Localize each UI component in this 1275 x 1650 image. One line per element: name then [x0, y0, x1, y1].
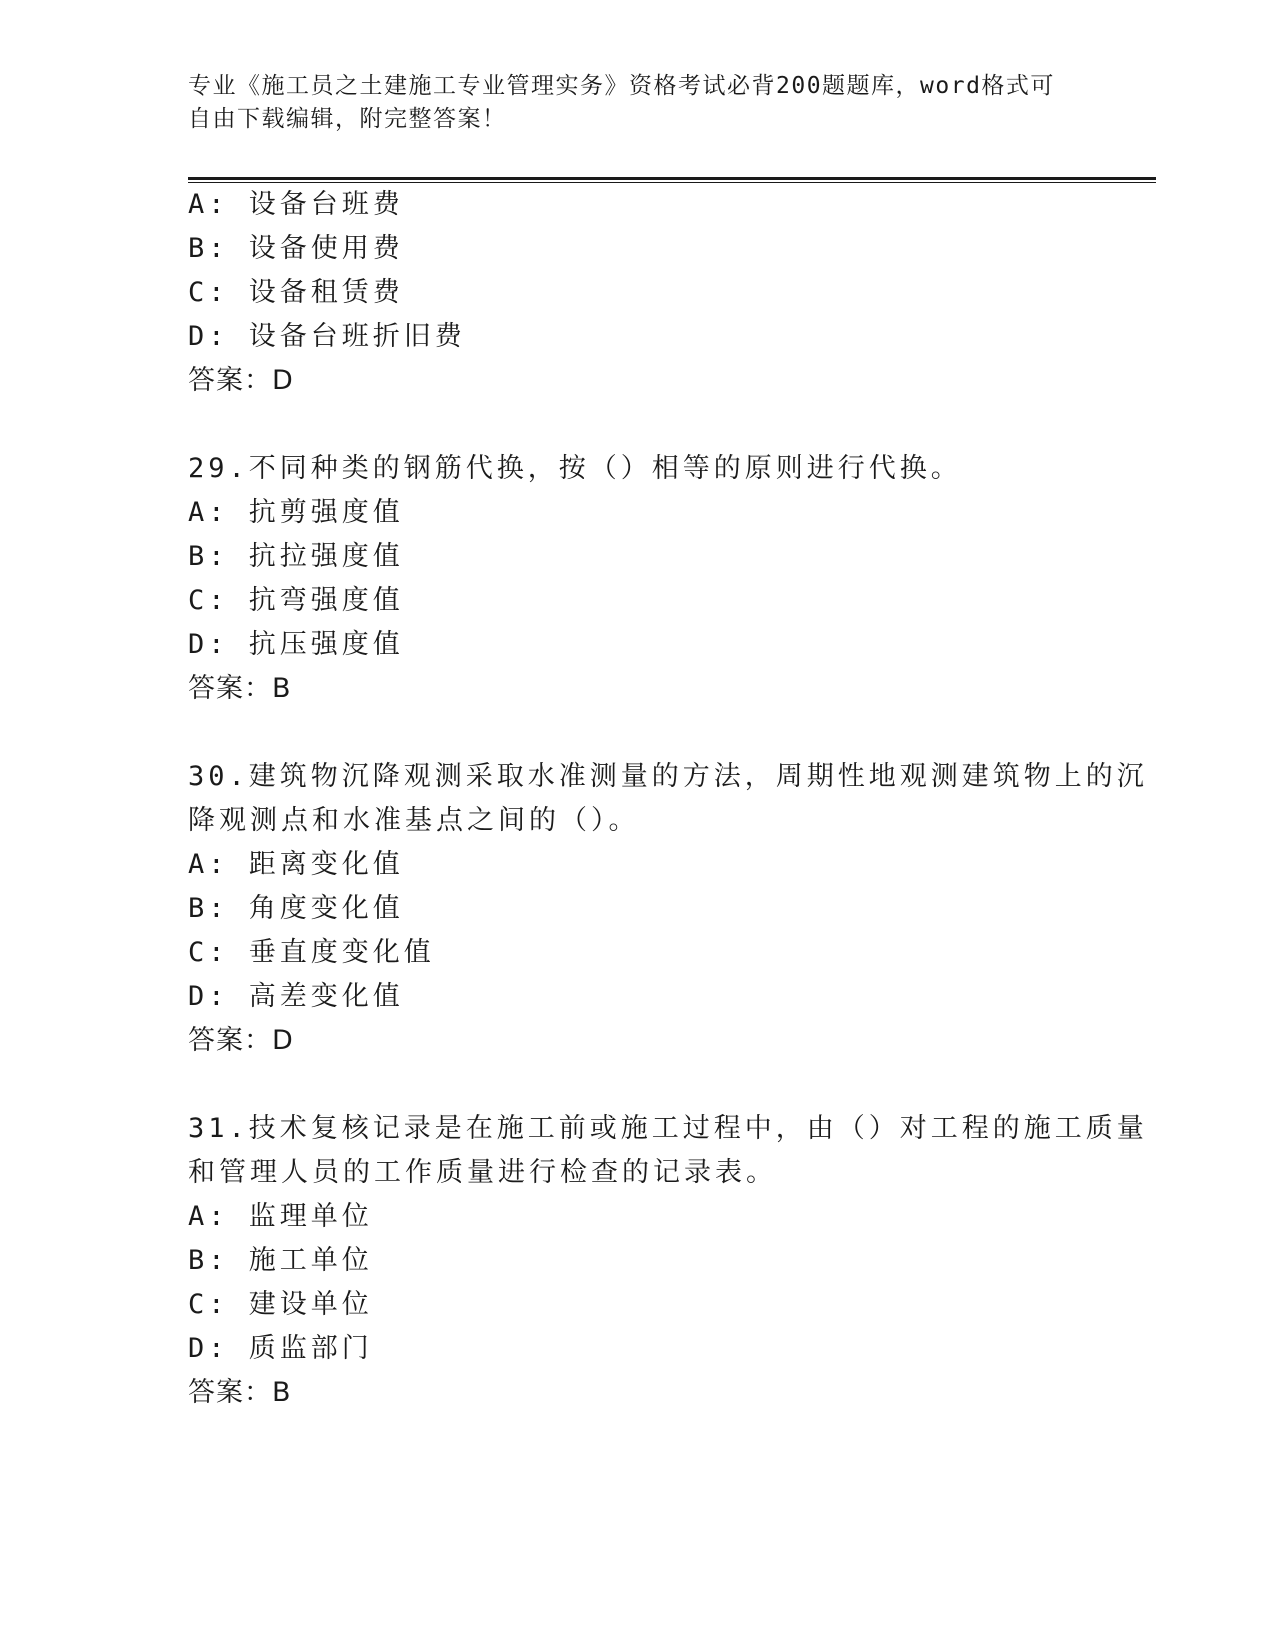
q30-option-b: B: 角度变化值: [188, 893, 404, 924]
header-line-2: 自由下载编辑，附完整答案！: [188, 106, 507, 132]
q31-question-line-1: 31.技术复核记录是在施工前或施工过程中，由（）对工程的施工质量: [188, 1113, 1148, 1144]
q31-option-d: D: 质监部门: [188, 1333, 373, 1364]
q30-question-line-2: 降观测点和水准基点之间的（）。: [188, 805, 640, 836]
q28-option-c: C: 设备租赁费: [188, 277, 404, 308]
q31-answer: 答案：B: [188, 1377, 292, 1408]
header-divider-thin: [188, 182, 1156, 183]
q30-option-a: A: 距离变化值: [188, 849, 404, 880]
q28-option-d: D: 设备台班折旧费: [188, 321, 466, 352]
q30-question-line-1: 30.建筑物沉降观测采取水准测量的方法，周期性地观测建筑物上的沉: [188, 761, 1148, 792]
q30-answer: 答案：D: [188, 1025, 294, 1056]
q28-option-a: A: 设备台班费: [188, 189, 404, 220]
q31-option-c: C: 建设单位: [188, 1289, 373, 1320]
q30-option-d: D: 高差变化值: [188, 981, 404, 1012]
q28-answer: 答案：D: [188, 365, 294, 396]
q31-question-line-2: 和管理人员的工作质量进行检查的记录表。: [188, 1157, 777, 1188]
q28-option-b: B: 设备使用费: [188, 233, 404, 264]
q30-option-c: C: 垂直度变化值: [188, 937, 435, 968]
q31-option-a: A: 监理单位: [188, 1201, 373, 1232]
q31-option-b: B: 施工单位: [188, 1245, 373, 1276]
q29-option-b: B: 抗拉强度值: [188, 541, 404, 572]
q29-option-c: C: 抗弯强度值: [188, 585, 404, 616]
q29-option-d: D: 抗压强度值: [188, 629, 404, 660]
q29-question: 29.不同种类的钢筋代换，按（）相等的原则进行代换。: [188, 453, 962, 484]
header-divider-thick: [188, 177, 1156, 180]
document-header: [188, 70, 1068, 136]
q29-answer: 答案：B: [188, 673, 292, 704]
q29-option-a: A: 抗剪强度值: [188, 497, 404, 528]
header-line-1: 专业《施工员之土建施工专业管理实务》资格考试必背200题题库，word格式可: [188, 73, 1055, 99]
